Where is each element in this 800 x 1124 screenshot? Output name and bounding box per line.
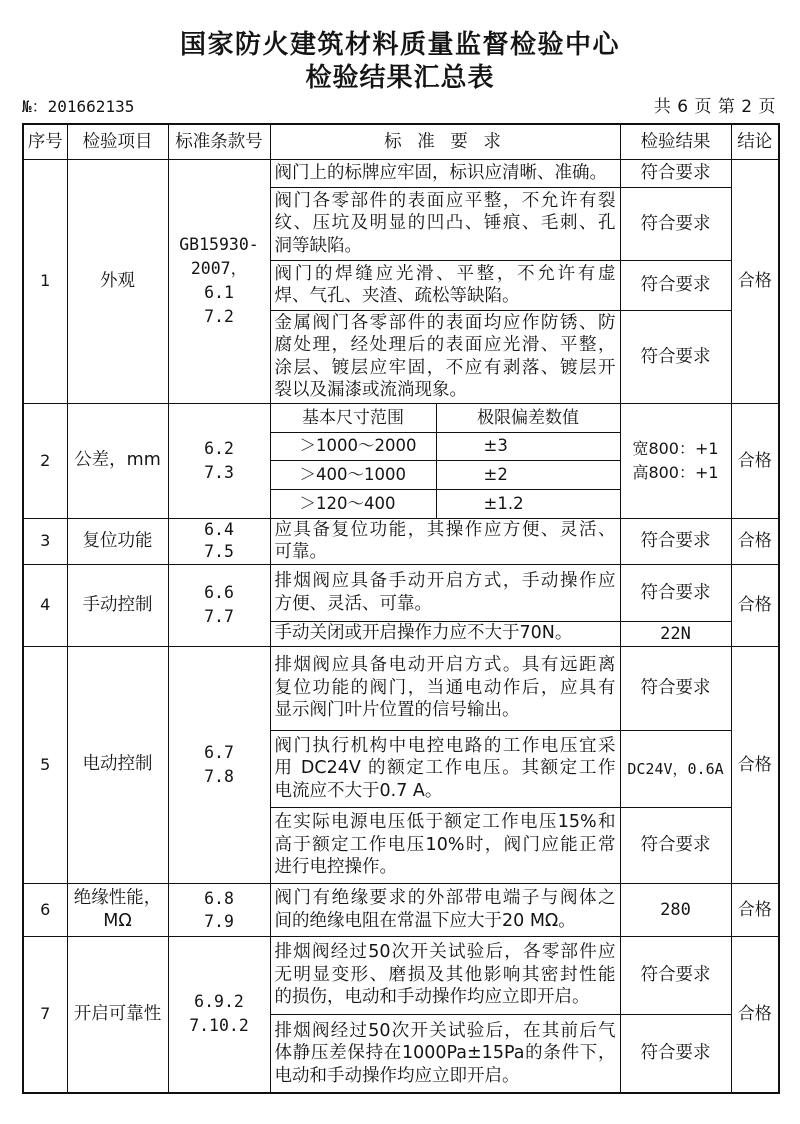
row-1-requirement-1 [270, 159, 620, 187]
report-number [22, 96, 134, 118]
requirement-line: 纹、压坑及明显的凹凸、锤痕、毛刺、孔 [274, 213, 616, 234]
requirement-line: 无明显变形、磨损及其他影响其密封性能 [274, 964, 616, 985]
clause-number: 7.3 [204, 462, 234, 482]
requirement-line: 显示阀门叶片位置的信号输出。 [274, 700, 520, 721]
row-7-clause [168, 936, 270, 1093]
page-info: 共 6 页 第 2 页 [653, 97, 776, 117]
header-row [23, 124, 779, 159]
item-label: 复位功能 [82, 530, 153, 551]
report-number-value: 201662135 [47, 97, 135, 116]
row-6-requirement-1 [270, 883, 620, 936]
row-1-no: 1 [23, 159, 67, 403]
requirement-line: 的损伤，电动和手动操作均应立即开启。 [274, 987, 590, 1008]
requirement-line: 进行电控操作。 [274, 857, 397, 878]
row-6-conclusion: 合格 [731, 883, 779, 936]
tolerance-value: ±3 [436, 432, 620, 460]
clause-number: 7.9 [204, 911, 234, 931]
table-row [23, 403, 779, 432]
requirement-line: 阀门有绝缘要求的外部带电端子与阀体之 [274, 888, 616, 908]
row-1-result-3: 符合要求 [620, 260, 731, 310]
row-7-item [67, 936, 168, 1093]
row-3-requirement-1 [270, 518, 620, 564]
row-6-clause [168, 883, 270, 936]
clause-number: GB15930- [179, 235, 259, 254]
row-3-no: 3 [23, 518, 67, 564]
table-body [23, 159, 779, 1093]
table-row [23, 883, 779, 936]
table-header [23, 124, 779, 159]
requirement-line: 腐处理，经处理后的表面应光滑、平整， [274, 335, 616, 355]
row-4-requirement-2 [270, 621, 620, 646]
row-2-result [620, 403, 731, 518]
row-2-clause [168, 403, 270, 518]
row-2-no: 2 [23, 403, 67, 518]
item-label: 外观 [100, 270, 135, 291]
row-4-result-2: 22N [620, 621, 731, 646]
header-item: 检验项目 [67, 124, 168, 159]
report-number-label: №： [22, 97, 48, 116]
requirement-line: 洞等缺陷。 [274, 235, 362, 256]
row-2-conclusion: 合格 [731, 403, 779, 518]
row-7-requirement-1 [270, 936, 620, 1014]
row-5-conclusion: 合格 [731, 646, 779, 883]
row-4-requirement-1 [270, 564, 620, 621]
requirement-line: 排烟阀应具备电动开启方式。具有远距离 [274, 655, 616, 676]
row-7-result-2: 符合要求 [620, 1014, 731, 1093]
row-1-requirement-3 [270, 260, 620, 310]
clause-number: 6.7 [204, 742, 234, 762]
report-subtitle: 检验结果汇总表 [305, 63, 495, 93]
clause-number: 2007， [190, 259, 248, 278]
row-6-result-1: 280 [620, 883, 731, 936]
row-3-conclusion: 合格 [731, 518, 779, 564]
tolerance-header-size-range: 基本尺寸范围 [270, 403, 436, 432]
row-3-clause [168, 518, 270, 564]
row-5-item [67, 646, 168, 883]
requirement-line: 复位功能的阀门，当通电动作后，应具有 [274, 677, 616, 698]
row-1-requirement-2 [270, 187, 620, 260]
report-meta [22, 96, 778, 118]
row-3-result-1: 符合要求 [620, 518, 731, 564]
row-4-clause [168, 564, 270, 646]
tolerance-value: ±1.2 [436, 489, 620, 518]
requirement-line: 间的绝缘电阻在常温下应大于20 MΩ。 [274, 910, 576, 931]
requirement-line: 阀门各零部件的表面应平整，不允许有裂 [274, 190, 616, 211]
clause-number: 7.8 [204, 766, 234, 786]
requirement-line: 可靠。 [274, 542, 327, 562]
clause-number: 7.7 [204, 607, 234, 626]
row-7-conclusion: 合格 [731, 936, 779, 1093]
row-4-no: 4 [23, 564, 67, 646]
row-3-item [67, 518, 168, 564]
requirement-line: 阀门执行机构中电控电路的工作电压宜采 [274, 735, 616, 756]
header-requirement: 标 准 要 求 [270, 124, 620, 159]
report-title: 国家防火建筑材料质量监督检验中心 [179, 30, 620, 60]
row-2-item [67, 403, 168, 518]
row-1-clause [168, 159, 270, 403]
requirement-line: 阀门的焊缝应光滑、平整，不允许有虚 [274, 263, 616, 284]
table-row [23, 646, 779, 730]
requirement-line: 手动关闭或开启操作力应不大于70N。 [274, 623, 573, 644]
requirement-line: 方便、灵活、可靠。 [274, 593, 432, 614]
item-label: 电动控制 [82, 754, 153, 774]
tolerance-header-deviation: 极限偏差数值 [436, 403, 620, 432]
requirement-line: 裂以及漏漆或流淌现象。 [274, 380, 467, 400]
row-1-conclusion: 合格 [731, 159, 779, 403]
clause-number: 6.6 [204, 583, 234, 602]
tolerance-range: ＞120～400 [270, 489, 436, 518]
requirement-line: 阀门上的标牌应牢固，标识应清晰、准确。 [274, 162, 607, 183]
row-1-item [67, 159, 168, 403]
item-label: 绝缘性能， [73, 887, 162, 908]
row-5-result-2: DC24V，0.6A [620, 730, 731, 807]
table-row [23, 518, 779, 564]
row-7-no: 7 [23, 936, 67, 1093]
requirement-line: 排烟阀经过50次开关试验后，各零部件应 [274, 942, 616, 963]
header-result: 检验结果 [620, 124, 731, 159]
table-row [23, 936, 779, 1014]
clause-number: 7.10.2 [189, 1016, 249, 1036]
item-label: 开启可靠性 [73, 1003, 162, 1024]
requirement-line: 应具备复位功能，其操作应方便、灵活、 [274, 519, 616, 540]
requirement-line: 体静压差保持在1000Pa±15Pa的条件下， [274, 1043, 616, 1063]
header-conclusion: 结论 [731, 124, 779, 159]
header-clause: 标准条款号 [168, 124, 270, 159]
result-value: 高800：+1 [632, 462, 719, 482]
requirement-line: 电动和手动操作均应立即开启。 [274, 1065, 520, 1086]
clause-number: 6.2 [204, 438, 234, 458]
requirement-line: 金属阀门各零部件的表面均应作防锈、防 [274, 312, 616, 333]
row-5-requirement-3 [270, 807, 620, 883]
row-4-conclusion: 合格 [731, 564, 779, 646]
row-1-requirement-4 [270, 310, 620, 403]
row-6-item [67, 883, 168, 936]
clause-number: 6.9.2 [194, 992, 244, 1012]
row-5-result-3: 符合要求 [620, 807, 731, 883]
row-7-requirement-2 [270, 1014, 620, 1093]
row-5-requirement-1 [270, 646, 620, 730]
item-unit: MΩ [103, 910, 132, 931]
row-5-result-1: 符合要求 [620, 646, 731, 730]
item-label: 公差，mm [74, 450, 161, 470]
tolerance-range: ＞400～1000 [270, 460, 436, 489]
requirement-line: 焊、气孔、夹渣、疏松等缺陷。 [274, 286, 520, 306]
header-no: 序号 [23, 124, 67, 159]
row-4-result-1: 符合要求 [620, 564, 731, 621]
clause-number: 7.5 [204, 542, 234, 561]
tolerance-range: ＞1000～2000 [270, 432, 436, 460]
row-4-item [67, 564, 168, 646]
clause-number: 6.8 [204, 888, 234, 908]
row-5-no: 5 [23, 646, 67, 883]
row-7-result-1: 符合要求 [620, 936, 731, 1014]
result-value: 宽800：+1 [632, 438, 719, 458]
requirement-line: 排烟阀经过50次开关试验后，在其前后气 [274, 1020, 616, 1041]
requirement-line: 高于额定工作电压10%时，阀门应能正常 [274, 834, 616, 855]
item-label: 手动控制 [82, 594, 153, 615]
requirement-line: 电流应不大于0.7 A。 [274, 780, 443, 801]
row-1-result-4: 符合要求 [620, 310, 731, 403]
row-5-requirement-2 [270, 730, 620, 807]
row-1-result-1: 符合要求 [620, 159, 731, 187]
tolerance-value: ±2 [436, 460, 620, 489]
clause-number: 6.4 [204, 520, 234, 539]
results-summary-table [22, 123, 780, 1094]
clause-number: 7.2 [204, 307, 234, 326]
requirement-line: 用 DC24V 的额定工作电压。其额定工作 [274, 758, 616, 779]
requirement-line: 排烟阀应具备手动开启方式，手动操作应 [274, 571, 616, 591]
table-row [23, 159, 779, 187]
row-1-result-2: 符合要求 [620, 187, 731, 260]
table-row [23, 564, 779, 621]
row-5-clause [168, 646, 270, 883]
requirement-line: 在实际电源电压低于额定工作电压15%和 [274, 812, 616, 833]
row-6-no: 6 [23, 883, 67, 936]
requirement-line: 涂层、镀层应牢固，不应有剥落、镀层开 [274, 357, 616, 378]
clause-number: 6.1 [204, 283, 234, 302]
